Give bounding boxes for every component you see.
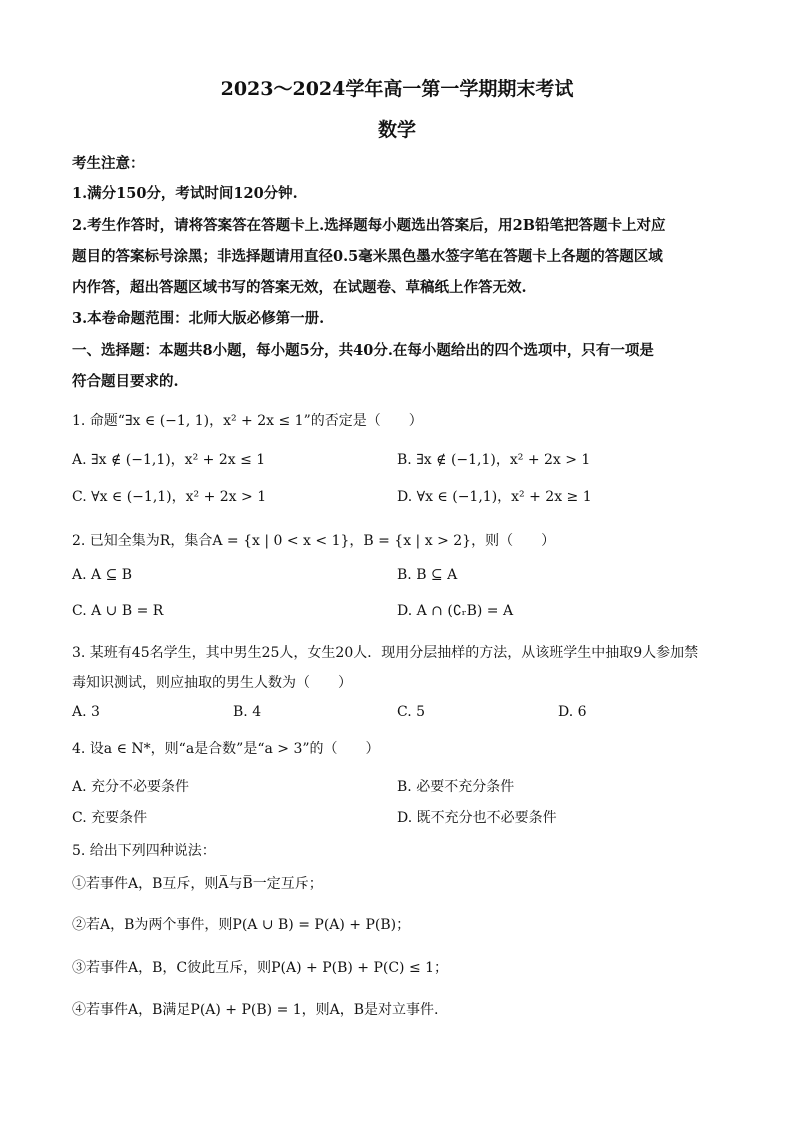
question-1-option-d: D. ∀x ∈ (−1,1)，x² + 2x ≥ 1 xyxy=(397,489,592,505)
question-3-option-a: A. 3 xyxy=(72,704,100,720)
section-heading-line-1: 一、选择题：本题共8小题，每小题5分，共40分.在每小题给出的四个选项中，只有一项是 xyxy=(72,342,654,359)
exam-title: 2023～2024学年高一第一学期期末考试 xyxy=(220,78,574,100)
question-1-option-b: B. ∃x ∉ (−1,1)，x² + 2x > 1 xyxy=(397,452,591,468)
notice-item-2-line-1: 2.考生作答时，请将答案答在答题卡上.选择题每小题选出答案后，用2B铅笔把答题卡上对应 xyxy=(72,217,666,234)
question-2-option-d: D. A ∩ (∁ᵣB) = A xyxy=(397,603,514,619)
question-2-option-b: B. B ⊆ A xyxy=(397,567,458,583)
notice-item-1: 1.满分150分，考试时间120分钟. xyxy=(72,185,298,202)
question-5-stem: 5. 给出下列四种说法： xyxy=(72,843,216,859)
question-4-option-b: B. 必要不充分条件 xyxy=(397,779,515,795)
notice-item-3: 3.本卷命题范围：北师大版必修第一册. xyxy=(72,310,325,327)
question-4-stem: 4. 设a ∈ N*，则“a是合数”是“a > 3”的（ ） xyxy=(72,741,380,757)
question-3-stem-line-2: 毒知识测试，则应抽取的男生人数为（ ） xyxy=(72,675,352,691)
question-2-option-a: A. A ⊆ B xyxy=(72,567,133,583)
question-5-statement-3: ③若事件A，B，C彼此互斥，则P(A) + P(B) + P(C) ≤ 1； xyxy=(72,960,449,976)
question-1-option-c: C. ∀x ∈ (−1,1)，x² + 2x > 1 xyxy=(72,489,267,505)
question-3-stem-line-1: 3. 某班有45名学生，其中男生25人，女生20人．现用分层抽样的方法，从该班学生中抽取9人参加禁 xyxy=(72,645,699,661)
question-3-option-c: C. 5 xyxy=(397,704,426,720)
notice-heading: 考生注意： xyxy=(72,155,145,172)
question-4-option-c: C. 充要条件 xyxy=(72,810,148,826)
notice-item-2-line-2: 题目的答案标号涂黑；非选择题请用直径0.5毫米黑色墨水签字笔在答题卡上各题的答题区域 xyxy=(72,248,663,265)
section-heading-line-2: 符合题目要求的. xyxy=(72,373,179,390)
question-5-statement-4: ④若事件A，B满足P(A) + P(B) = 1，则A，B是对立事件. xyxy=(72,1002,439,1018)
subject-title: 数学 xyxy=(377,119,416,141)
question-2-option-c: C. A ∪ B = R xyxy=(72,603,164,619)
question-4-option-a: A. 充分不必要条件 xyxy=(72,779,190,795)
question-3-option-b: B. 4 xyxy=(233,704,262,720)
question-2-stem: 2. 已知全集为R，集合A = {x | 0 < x < 1}，B = {x | x > 2}，则（ ） xyxy=(72,533,556,549)
question-5-statement-2: ②若A，B为两个事件，则P(A ∪ B) = P(A) + P(B)； xyxy=(72,917,411,933)
question-1-option-a: A. ∃x ∉ (−1,1)，x² + 2x ≤ 1 xyxy=(72,452,266,468)
question-4-option-d: D. 既不充分也不必要条件 xyxy=(397,810,557,826)
question-3-option-d: D. 6 xyxy=(558,704,587,720)
question-5-statement-1: ①若事件A，B互斥，则A̅与B̅一定互斥； xyxy=(72,876,323,892)
question-1-stem: 1. 命题“∃x ∈ (−1, 1)，x² + 2x ≤ 1”的否定是（ ） xyxy=(72,413,423,429)
notice-item-2-line-3: 内作答，超出答题区域书写的答案无效，在试题卷、草稿纸上作答无效. xyxy=(72,279,527,296)
